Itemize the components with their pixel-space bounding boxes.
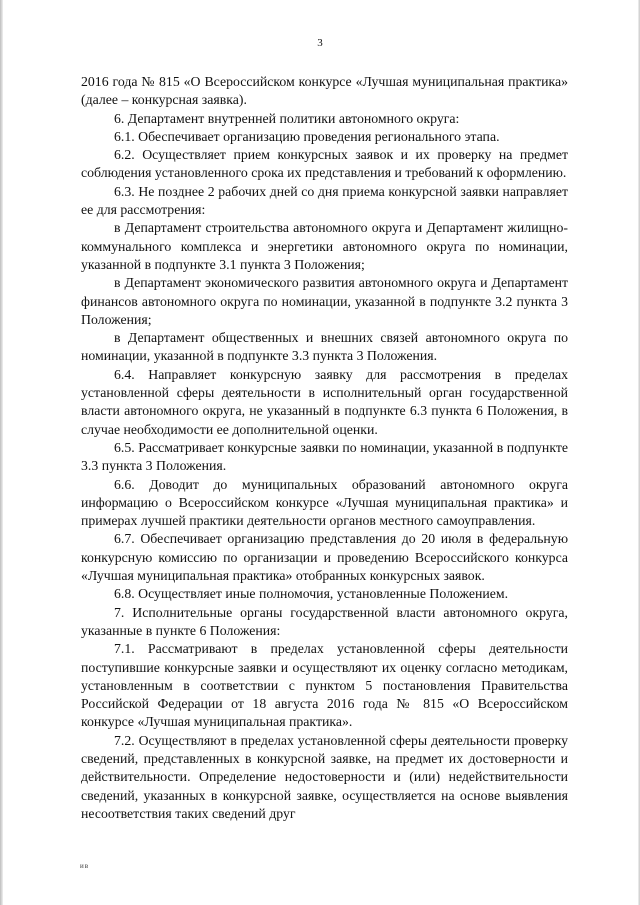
- paragraph-continuation: 2016 года № 815 «О Всероссийском конкурсе «Лучшая муниципальная практика» (далее – конкурсная заявка).: [81, 74, 568, 108]
- paragraph-item-6: 6. Департамент внутренней политики автономного округа:: [114, 110, 460, 126]
- paragraph-item-6-1: 6.1. Обеспечивает организацию проведения регионального этапа.: [114, 128, 500, 144]
- paragraph-item-6-4: 6.4. Направляет конкурсную заявку для рассмотрения в пределах установленной сферы деятельности в исполнительный орган государственной власти автономного округа, не указанный в подпункте 6.3 пункта 6 Положения, в случае необходимости ее дополнительной оценки.: [81, 366, 568, 437]
- paragraph-item-6-6: 6.6. Доводит до муниципальных образований автономного округа информацию о Всероссийском конкурсе «Лучшая муниципальная практика» и примерах лучшей практики деятельности органов местного самоуправления.: [81, 476, 568, 529]
- paragraph-item-7-1: 7.1. Рассматривают в пределах установленной сферы деятельности поступившие конкурсные заявки и осуществляют их оценку согласно методикам, установленным в соответствии с пунктом 5 постановления Правительства Российской Федерации от 18 августа 2016 года № 815 «О Всероссийском конкурсе «Лучшая муниципальная практика».: [81, 641, 568, 730]
- paragraph-list-entry-construction: в Департамент строительства автономного округа и Департамент жилищно-коммунального комплекса и энергетики автономного округа по номинации, указанной в подпункте 3.1 пункта 3 Положения;: [81, 220, 568, 272]
- paragraph-item-6-2: 6.2. Осуществляет прием конкурсных заявок и их проверку на предмет соблюдения установленного срока их представления и требований к оформлению.: [81, 147, 568, 181]
- paragraph-list-entry-economy: в Департамент экономического развития автономного округа и Департамент финансов автономного округа по номинации, указанной в подпункте 3.2 пункта 3 Положения;: [81, 275, 568, 327]
- footer-mark: ив: [80, 862, 90, 870]
- document-body: [81, 73, 568, 823]
- scan-edge-left: [0, 0, 3, 905]
- paragraph-item-6-8: 6.8. Осуществляет иные полномочия, установленные Положением.: [114, 586, 509, 602]
- paragraph-item-7-2: 7.2. Осуществляют в пределах установленной сферы деятельности проверку сведений, представленных в конкурсной заявке, на предмет их достоверности и действительности. Определение недостоверности и (или) недействительности сведений, указанных в конкурсной заявке, осуществляется на основе выявления несоответствия таких сведений друг: [81, 732, 568, 821]
- paragraph-item-6-7: 6.7. Обеспечивает организацию представления до 20 июля в федеральную конкурсную комиссию по организации и проведению Всероссийского конкурса «Лучшая муниципальная практика» отобранных конкурсных заявок.: [81, 531, 568, 584]
- paragraph-item-6-5: 6.5. Рассматривает конкурсные заявки по номинации, указанной в подпункте 3.3 пункта 3 Положения.: [81, 439, 568, 474]
- page-number: 3: [317, 37, 323, 49]
- paragraph-list-entry-public-relations: в Департамент общественных и внешних связей автономного округа по номинации, указанной в подпункте 3.3 пункта 3 Положения.: [81, 330, 568, 364]
- paragraph-item-6-3: 6.3. Не позднее 2 рабочих дней со дня приема конкурсной заявки направляет ее для рассмотрения:: [81, 183, 568, 218]
- paragraph-item-7: 7. Исполнительные органы государственной власти автономного округа, указанные в пункте 6 Положения:: [81, 604, 568, 638]
